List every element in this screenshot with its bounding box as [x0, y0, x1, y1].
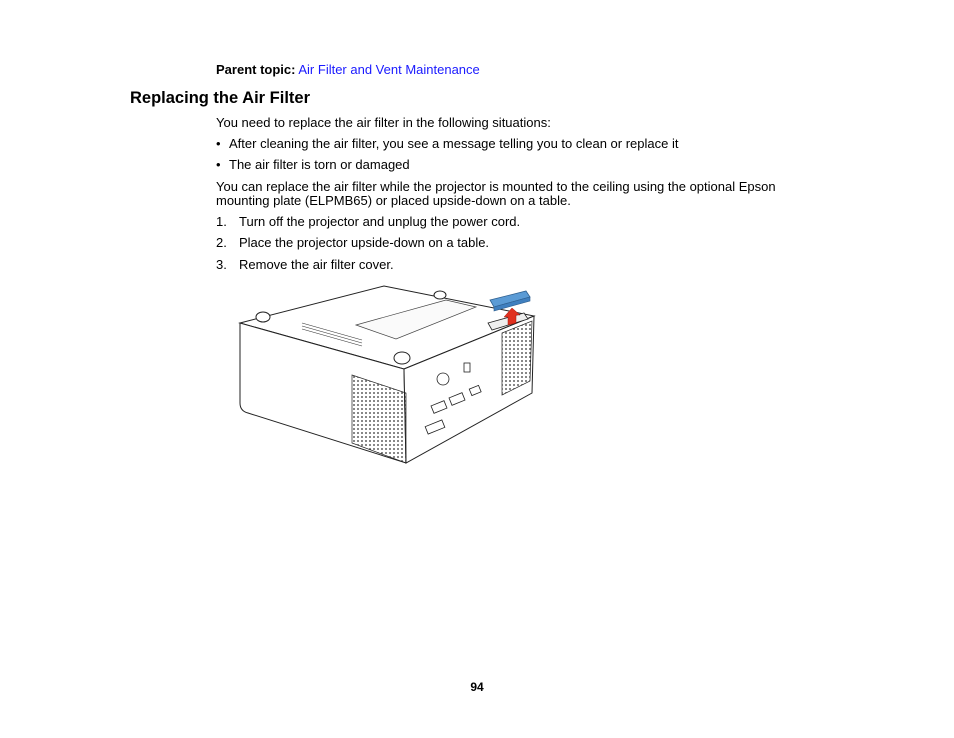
step-item: [216, 257, 394, 272]
step-number: 1.: [216, 214, 227, 229]
step-text: Turn off the projector and unplug the power cord.: [239, 214, 521, 229]
parent-topic-link[interactable]: Air Filter and Vent Maintenance: [298, 62, 480, 77]
step-item: [216, 214, 520, 229]
foot: [434, 291, 446, 299]
bullet-text: The air filter is torn or damaged: [229, 157, 410, 172]
intro-text: You need to replace the air filter in the following situations:: [216, 115, 551, 130]
foot: [394, 352, 410, 364]
projector-illustration: [236, 283, 536, 468]
page-title: Replacing the Air Filter: [130, 89, 311, 107]
note-line: You can replace the air filter while the projector is mounted to the ceiling using the optional Epson: [216, 179, 776, 194]
step-text: Place the projector upside-down on a table.: [239, 235, 490, 250]
parent-topic: [216, 62, 480, 77]
bullet-item: [216, 157, 410, 172]
foot: [256, 312, 270, 322]
step-number: 3.: [216, 257, 227, 272]
bullet-mark: •: [216, 157, 221, 172]
step-number: 2.: [216, 235, 227, 250]
note-line: mounting plate (ELPMB65) or placed upside-down on a table.: [216, 193, 571, 208]
page-number: 94: [470, 680, 484, 694]
parent-topic-label: Parent topic:: [216, 62, 296, 77]
step-item: [216, 235, 489, 250]
step-text: Remove the air filter cover.: [239, 257, 394, 272]
bullet-item: [216, 136, 678, 151]
bullet-mark: •: [216, 136, 221, 151]
bullet-text: After cleaning the air filter, you see a message telling you to clean or replace it: [229, 136, 679, 151]
